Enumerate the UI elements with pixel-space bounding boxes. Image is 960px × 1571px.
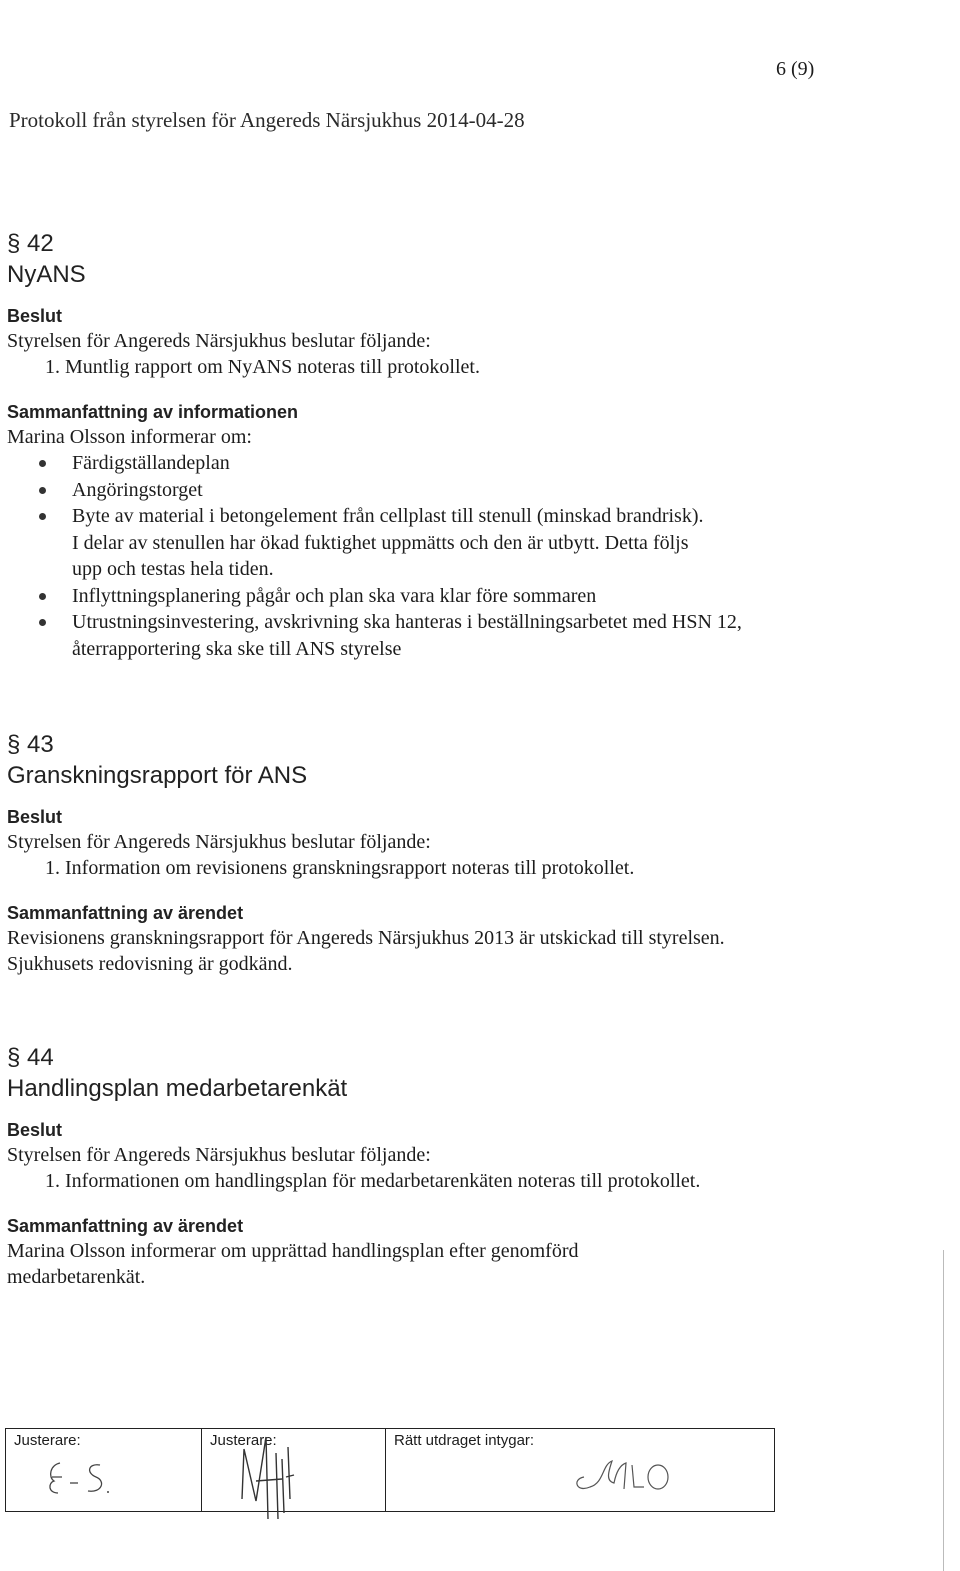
section-title: NyANS xyxy=(7,261,86,288)
signature-label: Justerare: xyxy=(14,1432,81,1449)
decision-heading: Beslut xyxy=(7,807,63,827)
section-number: § 44 xyxy=(7,1044,54,1071)
decision-item: 1. Informationen om handlingsplan för medarbetarenkäten noteras till protokollet. xyxy=(65,1168,705,1194)
decision-heading: Beslut xyxy=(7,1120,63,1140)
signature-cell-3 xyxy=(386,1429,774,1511)
scan-edge-line xyxy=(943,1250,944,1571)
page-number: 6 (9) xyxy=(776,58,815,80)
signature-label: Rätt utdraget intygar: xyxy=(394,1432,535,1449)
section-number: § 43 xyxy=(7,731,54,758)
summary-intro: Marina Olsson informerar om: xyxy=(7,426,252,448)
summary-heading: Sammanfattning av informationen xyxy=(7,402,299,422)
section-43 xyxy=(7,729,907,977)
signature-mo-icon xyxy=(564,1453,674,1497)
signature-cell-2 xyxy=(202,1429,386,1511)
signature-label: Justerare: xyxy=(210,1432,277,1449)
signature-cell-1 xyxy=(6,1429,202,1511)
document-header: Protokoll från styrelsen för Angereds Närsjukhus 2014-04-28 xyxy=(9,108,525,132)
decision-intro: Styrelsen för Angereds Närsjukhus beslutar följande: xyxy=(7,1144,431,1166)
section-title: Handlingsplan medarbetarenkät xyxy=(7,1075,348,1102)
summary-heading: Sammanfattning av ärendet xyxy=(7,903,244,923)
summary-bullet: Byte av material i betongelement från cellplast till stenull (minskad brandrisk). I delar av stenullen har ökad fuktighet uppmätts och den är utbytt. Detta följs upp och testas hela tiden. xyxy=(72,503,712,583)
signature-es-icon xyxy=(42,1455,122,1499)
section-number: § 42 xyxy=(7,230,54,257)
decision-heading: Beslut xyxy=(7,306,63,326)
section-42 xyxy=(7,228,907,662)
decision-intro: Styrelsen för Angereds Närsjukhus beslutar följande: xyxy=(7,831,431,853)
summary-bullet: Inflyttningsplanering pågår och plan ska vara klar före sommaren xyxy=(72,583,762,610)
decision-list xyxy=(7,354,907,380)
decision-item: 1. Information om revisionens granskningsrapport noteras till protokollet. xyxy=(65,855,907,881)
summary-bullets xyxy=(7,450,762,662)
decision-list xyxy=(7,855,907,881)
section-44 xyxy=(7,1042,907,1290)
signature-mh-icon xyxy=(226,1429,306,1525)
summary-text: Revisionens granskningsrapport för Angereds Närsjukhus 2013 är utskickad till styrelsen. Sjukhusets redovisning är godkänd. xyxy=(7,927,725,975)
summary-text: Marina Olsson informerar om upprättad handlingsplan efter genomförd medarbetarenkät. xyxy=(7,1240,579,1288)
decision-intro: Styrelsen för Angereds Närsjukhus beslutar följande: xyxy=(7,330,431,352)
summary-bullet: Färdigställandeplan xyxy=(72,450,762,477)
section-title: Granskningsrapport för ANS xyxy=(7,762,308,789)
decision-list xyxy=(7,1168,705,1194)
signature-table xyxy=(5,1428,775,1512)
summary-bullet: Utrustningsinvestering, avskrivning ska hanteras i beställningsarbetet med HSN 12, återrapportering ska ske till ANS styrelse xyxy=(72,609,742,662)
decision-item: 1. Muntlig rapport om NyANS noteras till protokollet. xyxy=(65,354,907,380)
summary-bullet: Angöringstorget xyxy=(72,477,762,504)
summary-heading: Sammanfattning av ärendet xyxy=(7,1216,244,1236)
